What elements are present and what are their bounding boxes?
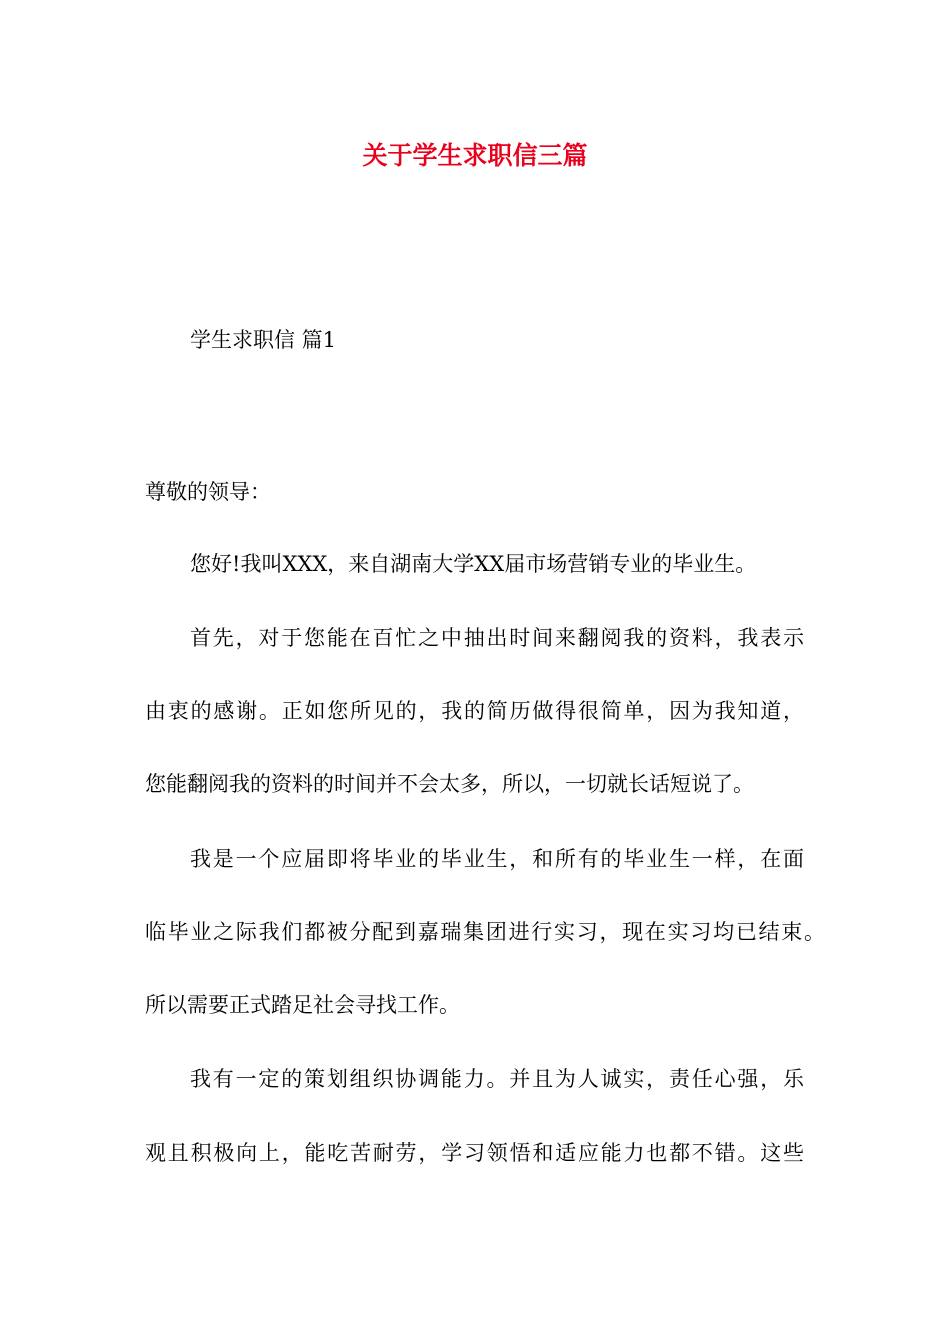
paragraph-line: 由衷的感谢。正如您所见的，我的简历做得很简单，因为我知道， <box>145 699 804 723</box>
section-heading: 学生求职信 篇1 <box>190 328 337 352</box>
paragraph-line: 我是一个应届即将毕业的毕业生，和所有的毕业生一样，在面 <box>190 847 804 871</box>
paragraph-line: 观且积极向上，能吃苦耐劳，学习领悟和适应能力也都不错。这些 <box>145 1141 804 1165</box>
paragraph-line: 我有一定的策划组织协调能力。并且为人诚实，责任心强，乐 <box>190 1067 804 1091</box>
paragraph-line: 您能翻阅我的资料的时间并不会太多，所以，一切就长话短说了。 <box>145 772 754 796</box>
paragraph-line: 首先，对于您能在百忙之中抽出时间来翻阅我的资料，我表示 <box>190 626 804 650</box>
document-title: 关于学生求职信三篇 <box>362 141 588 170</box>
paragraph-line: 临毕业之际我们都被分配到嘉瑞集团进行实习，现在实习均已结束。 <box>145 920 825 944</box>
salutation: 尊敬的领导： <box>145 480 271 504</box>
paragraph-line: 您好!我叫XXX，来自湖南大学XX届市场营销专业的毕业生。 <box>190 552 757 576</box>
paragraph-line: 所以需要正式踏足社会寻找工作。 <box>145 993 460 1017</box>
